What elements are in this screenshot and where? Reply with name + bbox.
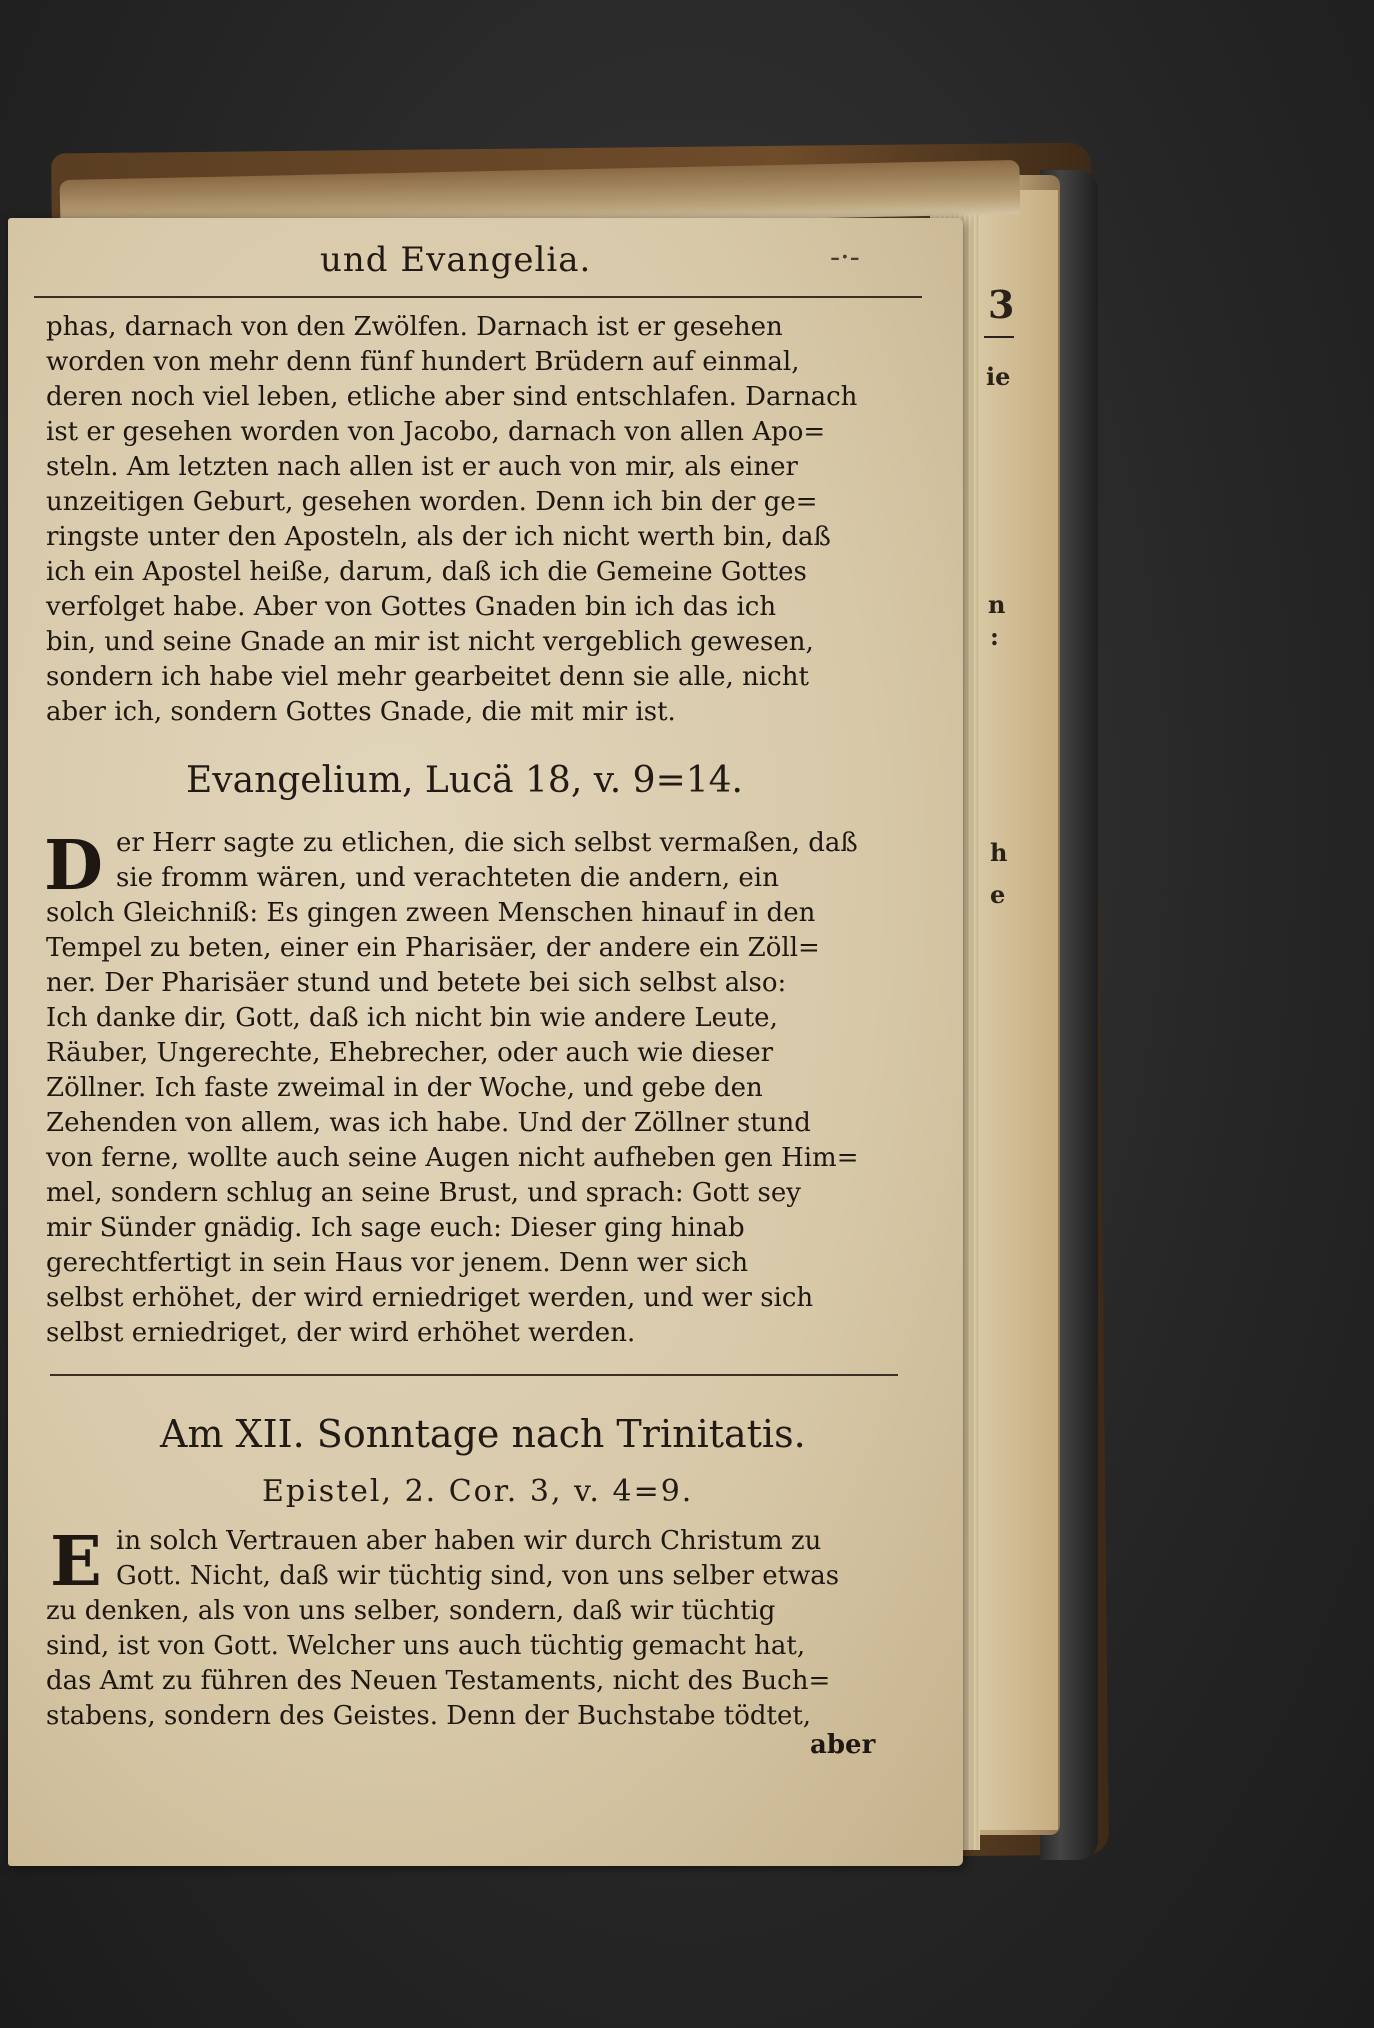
text-line: ist er gesehen worden von Jacobo, darnach von allen Apo=: [46, 417, 826, 447]
sunday-heading: Am XII. Sonntage nach Trinitatis.: [160, 1412, 806, 1456]
epistle-continued-text: [46, 310, 906, 730]
back-page-fragment: e: [990, 880, 1006, 909]
text-line: Tempel zu beten, einer ein Pharisäer, der andere ein Zöll=: [46, 933, 820, 963]
catchword: aber: [810, 1730, 876, 1760]
epistle-dropcap: E: [50, 1522, 102, 1602]
text-line: das Amt zu führen des Neuen Testaments, nicht des Buch=: [46, 1666, 831, 1696]
text-line: worden von mehr denn fünf hundert Brüdern auf einmal,: [46, 347, 800, 377]
text-line: Zöllner. Ich faste zweimal in der Woche, und gebe den: [46, 1073, 763, 1103]
text-line: gerechtfertigt in sein Haus vor jenem. Denn wer sich: [46, 1248, 749, 1278]
text-line: verfolget habe. Aber von Gottes Gnaden bin ich das ich: [46, 592, 777, 622]
text-line: unzeitigen Geburt, gesehen worden. Denn ich bin der ge=: [46, 487, 818, 517]
back-page-fragment: h: [990, 838, 1008, 867]
gospel-dropcap: D: [44, 826, 103, 906]
section-rule: [50, 1374, 898, 1376]
text-line: mel, sondern schlug an seine Brust, und sprach: Gott sey: [46, 1178, 801, 1208]
gospel-first-lines: [116, 826, 906, 896]
text-line: stabens, sondern des Geistes. Denn der Buchstabe tödtet,: [46, 1701, 812, 1731]
text-line: Räuber, Ungerechte, Ehebrecher, oder auch wie dieser: [46, 1038, 774, 1068]
text-line: selbst erniedriget, der wird erhöhet werden.: [46, 1318, 636, 1348]
text-line: ringste unter den Aposteln, als der ich nicht werth bin, daß: [46, 522, 831, 552]
text-line: aber ich, sondern Gottes Gnade, die mit mir ist.: [46, 697, 676, 727]
text-line: ich ein Apostel heiße, darum, daß ich die Gemeine Gottes: [46, 557, 807, 587]
back-page-strip: [980, 190, 1058, 1830]
text-line: er Herr sagte zu etlichen, die sich selbst vermaßen, daß: [116, 828, 858, 858]
back-page-rule: [984, 336, 1014, 338]
running-head: und Evangelia.: [320, 240, 592, 280]
back-page-fragment: :: [990, 622, 999, 651]
back-page-fragment: n: [988, 590, 1006, 619]
gospel-text: [46, 896, 906, 1351]
text-line: sie fromm wären, und verachteten die andern, ein: [116, 863, 779, 893]
header-rule: [34, 296, 922, 298]
epistle-heading: Epistel, 2. Cor. 3, v. 4=9.: [262, 1474, 694, 1509]
text-line: in solch Vertrauen aber haben wir durch Christum zu: [116, 1526, 822, 1556]
text-line: steln. Am letzten nach allen ist er auch von mir, als einer: [46, 452, 798, 482]
page-number: -·-: [830, 240, 860, 275]
text-line: Zehenden von allem, was ich habe. Und der Zöllner stund: [46, 1108, 811, 1138]
epistle-text: [46, 1594, 906, 1734]
text-line: solch Gleichniß: Es gingen zween Menschen hinauf in den: [46, 898, 816, 928]
text-line: Gott. Nicht, daß wir tüchtig sind, von uns selber etwas: [116, 1561, 840, 1591]
text-line: bin, und seine Gnade an mir ist nicht vergeblich gewesen,: [46, 627, 814, 657]
text-line: selbst erhöhet, der wird erniedriget werden, und wer sich: [46, 1283, 814, 1313]
text-line: ner. Der Pharisäer stund und betete bei sich selbst also:: [46, 968, 787, 998]
text-line: deren noch viel leben, etliche aber sind entschlafen. Darnach: [46, 382, 858, 412]
text-line: sondern ich habe viel mehr gearbeitet denn sie alle, nicht: [46, 662, 809, 692]
back-page-fragment: ie: [986, 362, 1011, 391]
text-line: sind, ist von Gott. Welcher uns auch tüchtig gemacht hat,: [46, 1631, 806, 1661]
text-line: mir Sünder gnädig. Ich sage euch: Dieser ging hinab: [46, 1213, 745, 1243]
epistle-first-lines: [116, 1524, 906, 1594]
text-line: von ferne, wollte auch seine Augen nicht aufheben gen Him=: [46, 1143, 859, 1173]
gospel-heading: Evangelium, Lucä 18, v. 9=14.: [186, 760, 743, 801]
text-line: phas, darnach von den Zwölfen. Darnach ist er gesehen: [46, 312, 783, 342]
text-line: Ich danke dir, Gott, daß ich nicht bin wie andere Leute,: [46, 1003, 778, 1033]
back-page-number: 3: [988, 282, 1015, 327]
text-line: zu denken, als von uns selber, sondern, daß wir tüchtig: [46, 1596, 776, 1626]
